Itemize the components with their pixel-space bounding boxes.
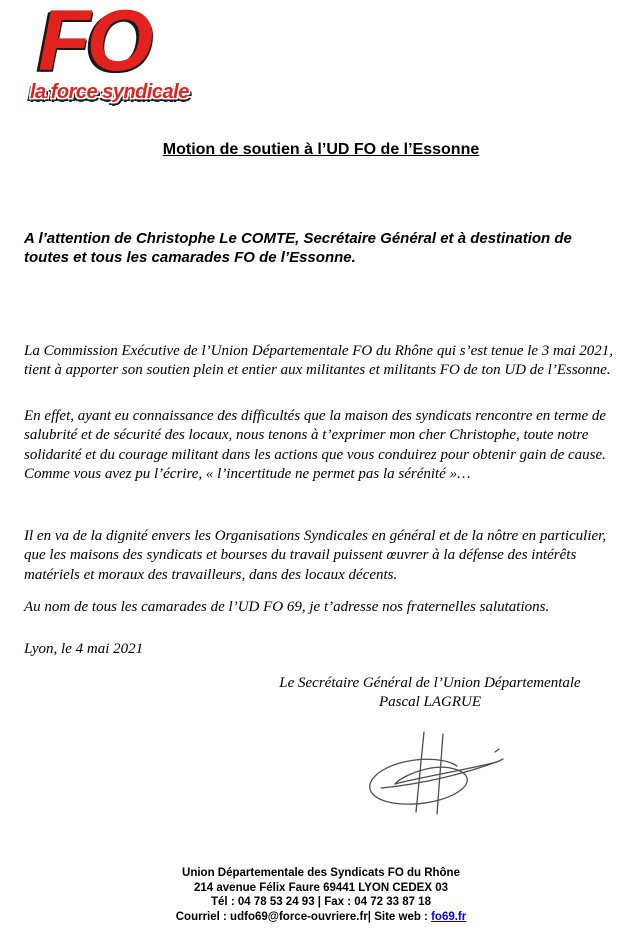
handwritten-signature [345,722,530,830]
footer [0,866,642,924]
signatory-title: Le Secrétaire Général de l’Union Départementale [279,675,581,691]
body-paragraph-1: La Commission Exécutive de l’Union Départementale FO du Rhône qui s’est tenue le 3 mai 2021, tient à apporter son soutien plein et entier aux militantes et militants FO de ton UD de l’Essonne. [24,343,614,379]
fo-logo [30,0,189,106]
footer-org-name: Union Départementale des Syndicats FO du Rhône [182,867,460,879]
body-paragraph-2-quote: Comme vous avez pu l’écrire, « l’incertitude ne permet pas la sérénité »… [24,465,471,482]
body-paragraph-2 [24,407,620,484]
body-paragraph-2-main: En effet, ayant eu connaissance des difficultés que la maison des syndicats rencontre en terme de salubrité et de sécurité des locaux, nous tenons à t’exprimer mon cher Christophe, toute notre solidarité et du courage militant dans les actions que vous conduirez pour obtenir gain de cause. [24,408,607,463]
footer-address: 214 avenue Félix Faure 69441 LYON CEDEX 03 [194,881,448,894]
footer-contact-prefix: Courriel : udfo69@force-ouvriere.fr| Site web : [175,910,432,923]
body-paragraph-3: Il en va de la dignité envers les Organisations Syndicales en général et de la nôtre en particulier, que les maisons des syndicats et bourses du travail puissent œuvrer à la défense des intérêts matériels et moraux des travailleurs, dans des locaux décents. [24,528,607,583]
website-link[interactable]: fo69.fr [431,910,467,923]
footer-phone-fax: Tél : 04 78 53 24 93 | Fax : 04 72 33 87 18 [211,896,431,909]
fo-logo-text: FO [38,0,150,89]
document-title-text: Motion de soutien à l’UD FO de l’Essonne [162,141,480,158]
fo-logo-tagline: la force syndicale [30,81,189,103]
footer-contact-line [0,910,642,925]
signatory-name: Pascal LAGRUE [378,694,482,710]
signatory-block [250,674,610,712]
date-line: Lyon, le 4 mai 2021 [24,641,144,657]
attention-line: A l’attention de Christophe Le COMTE, Secrétaire Général et à destination de toutes et tous les camarades FO de l’Essonne. [24,230,572,266]
document-title [0,141,642,159]
body-paragraph-4: Au nom de tous les camarades de l’UD FO 69, je t’adresse nos fraternelles salutations. [24,599,550,615]
